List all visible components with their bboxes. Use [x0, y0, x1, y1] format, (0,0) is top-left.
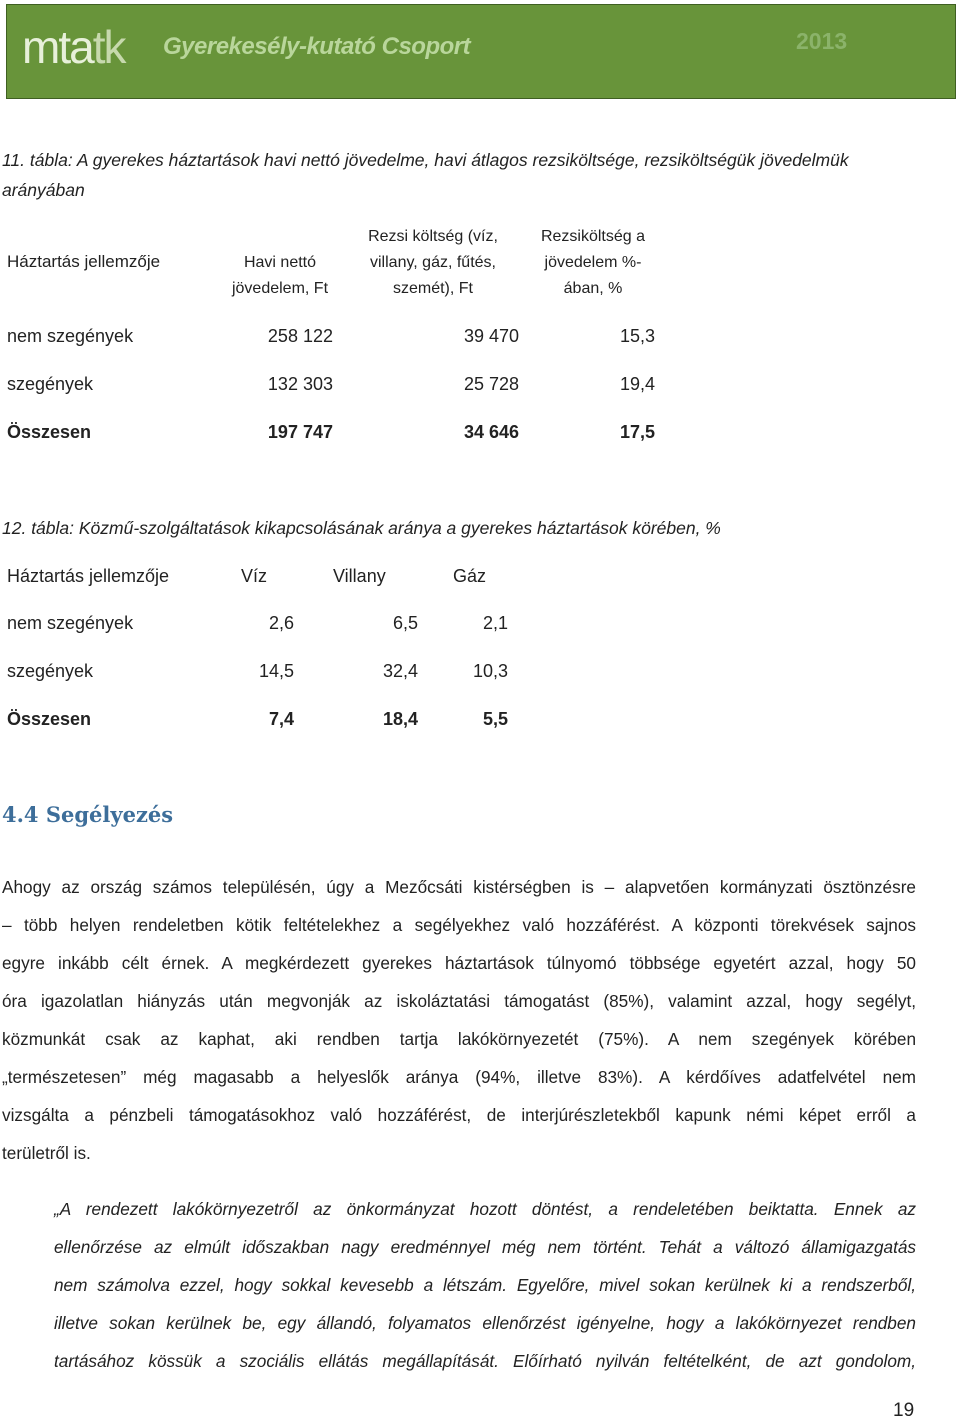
- body-paragraph: [2, 868, 916, 1172]
- table11-cell-income: 132 303: [267, 374, 333, 394]
- table11-header-share: [513, 224, 673, 302]
- table11-cell-utility: 39 470: [463, 326, 519, 346]
- table12-cell-gas: 5,5: [482, 709, 508, 729]
- table11-cell-share: 15,3: [619, 326, 655, 346]
- table11-header-utility-l2: villany, gáz, fűtés,: [370, 254, 496, 271]
- table11-row-label: szegények: [7, 374, 94, 394]
- mtatk-logo: [22, 20, 124, 74]
- table11-header-income: [200, 250, 360, 302]
- paragraph-line: Ahogy az ország számos településén, úgy a Mezőcsáti kistérségben is – alapvetően kormányzati ösztönzésre: [2, 877, 916, 897]
- table12-cell-electricity: 18,4: [382, 709, 418, 729]
- paragraph-line: egyre inkább célt érnek. A megkérdezett gyerekes háztartások túlnyomó többsége egyetért azzal, hogy 50: [2, 953, 916, 973]
- paragraph-line: „természetesen” még magasabb a helyeslők aránya (94%, illetve 83%). A kérdőíves adatfelvétel nem: [2, 1067, 916, 1087]
- table12-header-gas: Gáz: [453, 566, 487, 586]
- header-year: 2013: [796, 28, 848, 54]
- table12-caption: 12. tábla: Közmű-szolgáltatások kikapcsolásának aránya a gyerekes háztartások körében, %: [2, 518, 721, 538]
- quote-line: ellenőrzése az elmúlt időszakban nagy eredménnyel még nem történt. Tehát a változó államigazgatás: [54, 1237, 916, 1257]
- table11-header-share-l3: ában, %: [563, 280, 623, 297]
- table12-row-label: szegények: [7, 661, 94, 681]
- table11-cell-share: 17,5: [619, 422, 655, 442]
- quote-line: tartásához kössük a szociális ellátás megállapítását. Előírható nyilván feltételként, de azt gondolom,: [54, 1351, 916, 1371]
- table11-cell-utility: 25 728: [463, 374, 519, 394]
- logo-text-mta: mta: [22, 21, 93, 73]
- quote-line: „A rendezett lakókörnyezetről az önkormányzat hozott döntést, a rendeletében beiktatta. Ennek az: [54, 1199, 916, 1219]
- paragraph-line: óra igazolatlan hiányzás után megvonják az iskoláztatási támogatást (85%), valamint azzal, hogy segélyt,: [2, 991, 916, 1011]
- table12-row-label: Összesen: [7, 709, 92, 729]
- table12-cell-gas: 2,1: [482, 613, 508, 633]
- table11-header-income-l1: Havi nettó: [243, 254, 317, 271]
- table12-header-water: Víz: [241, 566, 268, 586]
- paragraph-line: területről is.: [2, 1143, 91, 1163]
- table11-header-characteristic: Háztartás jellemzője: [7, 252, 161, 271]
- table12-cell-electricity: 32,4: [382, 661, 418, 681]
- quote-line: nem számolva ezzel, hogy sokkal kevesebb a létszám. Egyelőre, mivel sokan kerülnek ki a rendszerből,: [54, 1275, 916, 1295]
- table12-cell-water: 14,5: [258, 661, 294, 681]
- table11-cell-share: 19,4: [619, 374, 655, 394]
- table12-header-characteristic: Háztartás jellemzője: [7, 566, 170, 586]
- table12-cell-water: 7,4: [268, 709, 294, 729]
- table11-header-utility: [353, 224, 513, 302]
- table12-cell-electricity: 6,5: [392, 613, 418, 633]
- table11-header-share-l1: Rezsiköltség a: [540, 228, 646, 245]
- table12-cell-water: 2,6: [268, 613, 294, 633]
- table11-header-share-l2: jövedelem %-: [544, 254, 642, 271]
- table11-row-label: Összesen: [7, 422, 92, 442]
- paragraph-line: közmunkát csak az kaphat, aki rendben tartja lakókörnyezetét (75%). A nem szegények körében: [2, 1029, 916, 1049]
- page-number: 19: [893, 1400, 915, 1421]
- table12-cell-gas: 10,3: [472, 661, 508, 681]
- quote-line: illetve sokan kerülnek be, egy állandó, folyamatos ellenőrzést igényelne, hogy a lakókörnyezet rendben: [54, 1313, 916, 1333]
- table11-header-income-l2: jövedelem, Ft: [231, 280, 329, 297]
- table11-cell-income: 258 122: [267, 326, 333, 346]
- table11-caption-line2: arányában: [2, 180, 85, 200]
- table11-header-utility-l1: Rezsi költség (víz,: [368, 228, 498, 245]
- table11-row-label: nem szegények: [7, 326, 134, 346]
- table11-cell-income: 197 747: [267, 422, 333, 442]
- paragraph-line: vizsgálta a pénzbeli támogatásokhoz való hozzáférést, de interjúrészletekből kapunk némi képet erről a: [2, 1105, 916, 1125]
- table12-header-electricity: Villany: [333, 566, 386, 586]
- section-heading: 4.4 Segélyezés: [2, 802, 174, 827]
- logo-text-tk: tk: [92, 21, 125, 73]
- paragraph-line: – több helyen rendeletben kötik feltételekhez a segélyekhez való hozzáférést. A központi törekvések sajnos: [2, 915, 916, 935]
- header-subtitle: Gyerekesély-kutató Csoport: [163, 33, 471, 60]
- table12-row-label: nem szegények: [7, 613, 134, 633]
- interview-quote: [54, 1190, 916, 1380]
- table11-header-utility-l3: szemét), Ft: [392, 280, 473, 297]
- table11-caption-line1: 11. tábla: A gyerekes háztartások havi nettó jövedelme, havi átlagos rezsiköltsége, rezsiköltségük jövedelmük: [2, 150, 849, 170]
- table11-cell-utility: 34 646: [463, 422, 519, 442]
